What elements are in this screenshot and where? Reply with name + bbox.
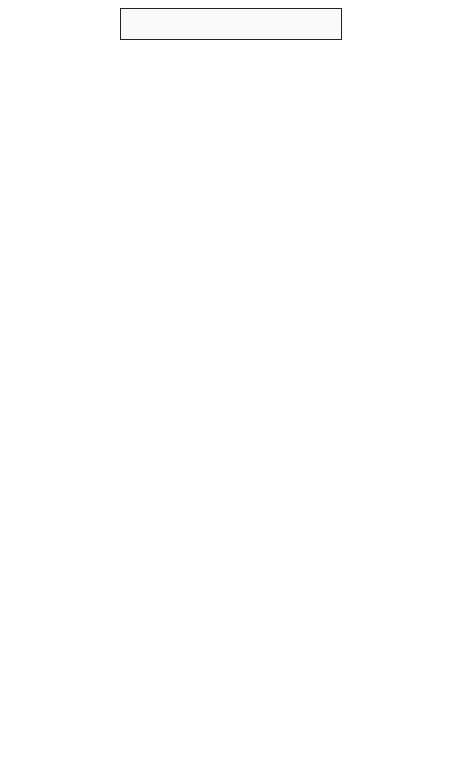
cropped-header-strip: [0, 0, 468, 7]
article-body: [8, 44, 460, 771]
headline-box: [120, 8, 342, 40]
